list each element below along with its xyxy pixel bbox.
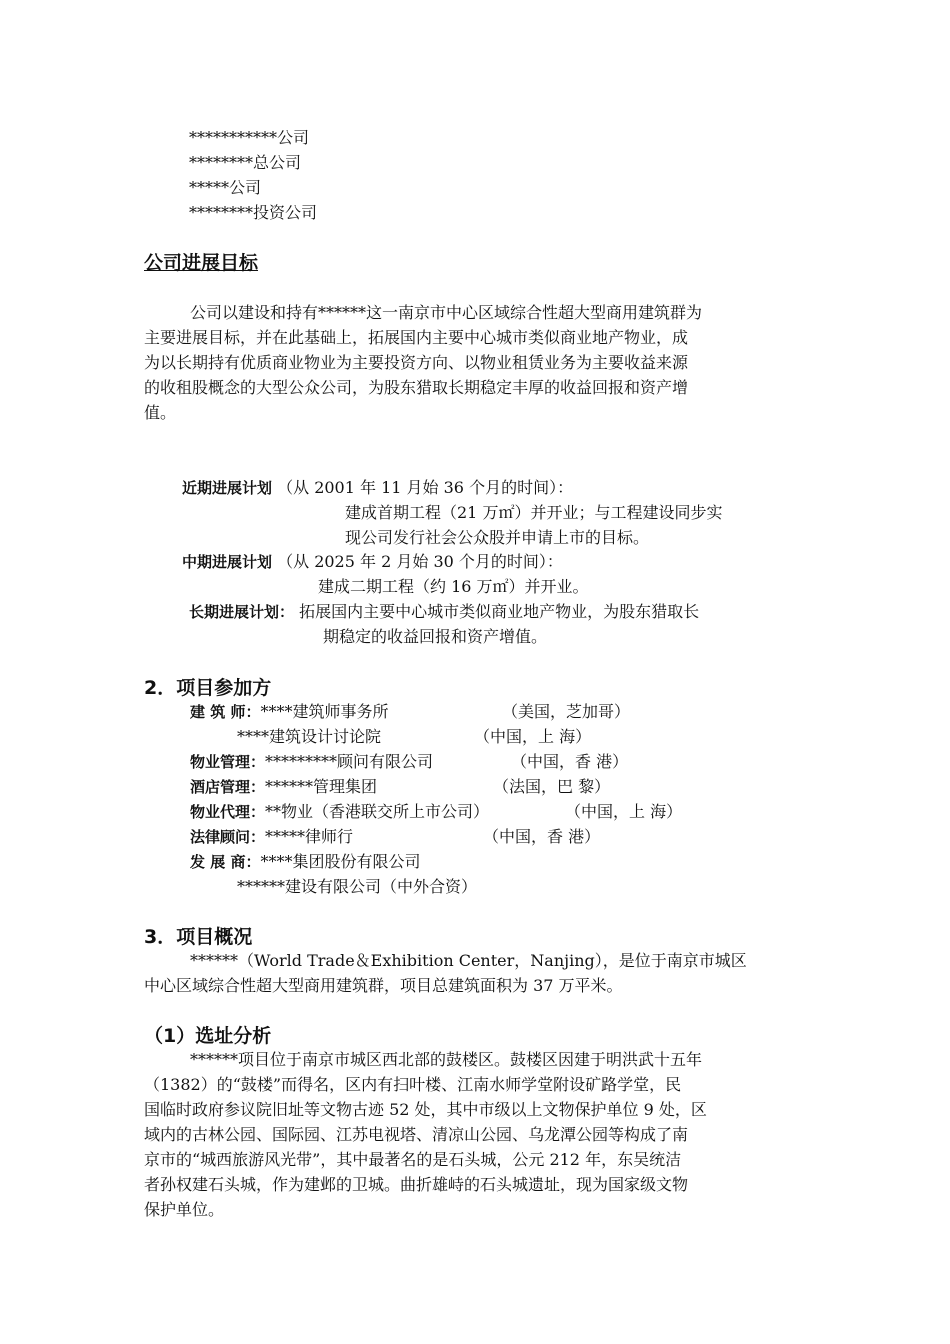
paragraph-line: 的收租股概念的大型公众公司，为股东猎取长期稳定丰厚的收益回报和资产增 [144,378,689,397]
participant-role: 酒店管理： [190,778,266,796]
paragraph-line: 域内的古林公园、国际园、江苏电视塔、清凉山公园、乌龙潭公园等构成了南 [144,1125,689,1144]
near-plan-row [182,475,573,498]
mid-plan-label: 中期进展计划 [182,553,273,571]
participant-name: ******管理集团 [265,777,378,796]
participant-location: （美国，芝加哥） [502,702,631,721]
participant-name: **物业（香港联交所上市公司） [265,802,490,821]
participant-location: （中国，香 港） [511,752,629,771]
company-item: ********总公司 [189,153,302,172]
participant-name: ******建设有限公司（中外合资） [237,877,478,896]
participant-name: ****建筑师事务所 [260,702,389,721]
participant-location: （中国，上 海） [474,727,592,746]
site-heading: （1）选址分析 [144,1025,272,1047]
participant-row [190,849,420,872]
company-item: ***********公司 [189,128,310,147]
near-plan-period: （从 2001 年 11 月始 36 个月的时间）： [277,478,574,497]
paragraph-line: 保护单位。 [144,1200,225,1219]
mid-plan-line: 建成二期工程（约 16 万㎡）并开业。 [318,577,589,596]
paragraph-line: 京市的“城西旅游风光带”，其中最著名的是石头城，公元 212 年，东吴统洁 [144,1150,682,1169]
overview-line: ******（World Trade＆Exhibition Center，Nanjing），是位于南京市城区 [190,951,747,970]
participant-location: （中国，上 海） [565,802,683,821]
participant-location: （法国，巴 黎） [493,777,611,796]
paragraph-line: （1382）的“鼓楼”而得名，区内有扫叶楼、江南水师学堂附设矿路学堂，民 [144,1075,682,1094]
participant-row [190,799,489,822]
near-plan-line: 现公司发行社会公众股并申请上市的目标。 [345,528,650,547]
participant-row [190,774,377,797]
participant-role: 发 展 商： [190,853,261,871]
near-plan-label: 近期进展计划 [182,479,273,497]
paragraph-line: 为以长期持有优质商业物业为主要投资方向、以物业租赁业务为主要收益来源 [144,353,689,372]
participant-role: 物业代理： [190,803,266,821]
paragraph-line: ******项目位于南京市城区西北部的鼓楼区。鼓楼区因建于明洪武十五年 [190,1050,703,1069]
paragraph-line: 公司以建设和持有******这一南京市中心区域综合性超大型商用建筑群为 [190,303,703,322]
overview-line: 中心区域综合性超大型商用建筑群，项目总建筑面积为 37 万平米。 [144,976,623,995]
long-plan-row [189,599,699,622]
long-plan-line: 拓展国内主要中心城市类似商业地产物业，为股东猎取长 [299,602,700,621]
paragraph-line: 国临时政府参议院旧址等文物古迹 52 处，其中市级以上文物保护单位 9 处，区 [144,1100,707,1119]
long-plan-label: 长期进展计划： [189,603,295,621]
company-item: *****公司 [189,178,262,197]
mid-plan-row [182,549,563,572]
paragraph-line: 者孙权建石头城，作为建邺的卫城。曲折雄峙的石头城遗址，现为国家级文物 [144,1175,689,1194]
participant-name: *********顾问有限公司 [265,752,434,771]
participant-role: 法律顾问： [190,828,266,846]
participant-role: 物业管理： [190,753,266,771]
participant-name: ****集团股份有限公司 [260,852,421,871]
long-plan-line: 期稳定的收益回报和资产增值。 [323,627,548,646]
participant-role: 建 筑 师： [190,703,261,721]
participant-location: （中国，香 港） [483,827,601,846]
near-plan-line: 建成首期工程（21 万㎡）并开业；与工程建设同步实 [345,503,723,522]
goal-heading: 公司进展目标 [144,252,259,274]
paragraph-line: 主要进展目标，并在此基础上，拓展国内主要中心城市类似商业地产物业，成 [144,328,689,347]
participant-name: *****律师行 [265,827,354,846]
company-item: ********投资公司 [189,203,318,222]
participant-row [190,749,433,772]
paragraph-line: 值。 [144,403,177,422]
participant-row [190,824,353,847]
mid-plan-period: （从 2025 年 2 月始 30 个月的时间）： [277,552,563,571]
participant-row [190,699,388,722]
overview-heading: 3．项目概况 [144,926,253,948]
participants-heading: 2．项目参加方 [144,677,272,699]
participant-name: ****建筑设计讨论院 [237,727,382,746]
